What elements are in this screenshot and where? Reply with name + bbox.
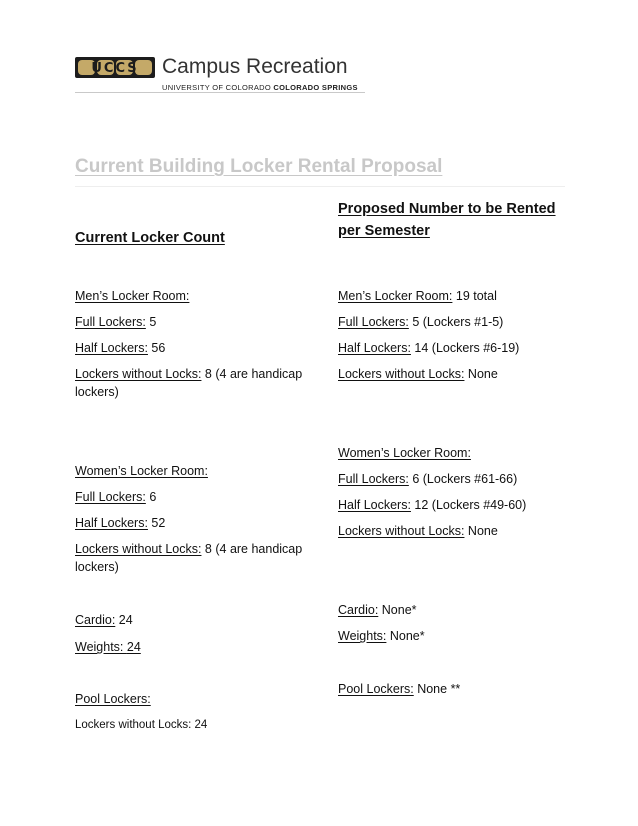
right-womens-nolock-label: Lockers without Locks: (338, 524, 465, 538)
right-womens-full (338, 470, 517, 488)
left-cardio-label: Cardio: (75, 613, 116, 627)
left-womens-half-value: 52 (147, 516, 166, 530)
right-womens-room: Women’s Locker Room: (338, 446, 471, 460)
document-title: Current Building Locker Rental Proposal (75, 156, 443, 177)
left-mens-half-label: Half Lockers: (75, 341, 148, 355)
right-weights (338, 627, 425, 645)
right-mens-half-label: Half Lockers: (338, 341, 411, 355)
left-womens-full (75, 488, 156, 506)
left-mens-full-label: Full Lockers: (75, 315, 146, 329)
org-sub-prefix: UNIVERSITY OF COLORADO (162, 83, 271, 92)
right-column-heading: Proposed Number to be Rented per Semester (338, 201, 556, 239)
right-mens-full-label: Full Lockers: (338, 315, 409, 329)
right-cardio-label: Cardio: (338, 603, 379, 617)
right-weights-value: None* (386, 629, 425, 643)
left-womens-full-value: 6 (145, 490, 157, 504)
right-mens-full-value: 5 (Lockers #1-5) (408, 315, 504, 329)
left-pool-lockers: Pool Lockers: (75, 692, 151, 706)
left-column-heading: Current Locker Count (75, 230, 225, 246)
right-pool-lockers (338, 680, 460, 698)
right-mens-full (338, 313, 503, 331)
left-pool-nolock: Lockers without Locks: 24 (75, 719, 208, 731)
left-mens-nolock-label: Lockers without Locks: (75, 367, 202, 381)
left-womens-half (75, 514, 165, 532)
left-mens-nolock-value: 8 (4 are handicap lockers) (75, 367, 303, 399)
org-subtitle (162, 83, 358, 92)
right-cardio-value: None* (378, 603, 417, 617)
left-weights-value: 24 (126, 640, 141, 654)
right-mens-half (338, 339, 519, 357)
left-cardio-value: 24 (115, 613, 133, 627)
left-cardio (75, 611, 133, 629)
org-name: Campus Recreation (162, 55, 348, 78)
right-mens-room (338, 287, 497, 305)
left-mens-nolock (75, 365, 320, 401)
right-cardio (338, 601, 417, 619)
logo-text: UCCS (91, 61, 139, 76)
right-weights-label: Weights: (338, 629, 387, 643)
org-sub-bold: COLORADO SPRINGS (273, 83, 358, 92)
left-mens-full-value: 5 (145, 315, 157, 329)
right-womens-full-label: Full Lockers: (338, 472, 409, 486)
right-womens-nolock-value: None (464, 524, 498, 538)
left-mens-room: Men’s Locker Room: (75, 289, 190, 303)
right-womens-half-label: Half Lockers: (338, 498, 411, 512)
right-mens-nolock-label: Lockers without Locks: (338, 367, 465, 381)
left-weights (75, 638, 141, 656)
right-womens-half-value: 12 (Lockers #49-60) (410, 498, 527, 512)
header-divider (75, 92, 365, 93)
right-mens-half-value: 14 (Lockers #6-19) (410, 341, 520, 355)
left-mens-half (75, 339, 165, 357)
uccs-logo (75, 57, 155, 78)
left-mens-full (75, 313, 156, 331)
right-pool-label: Pool Lockers: (338, 682, 414, 696)
left-weights-label: Weights: (75, 640, 127, 654)
title-divider (75, 186, 565, 187)
right-mens-nolock (338, 365, 498, 383)
left-womens-nolock-value: 8 (4 are handicap lockers) (75, 542, 303, 574)
right-womens-full-value: 6 (Lockers #61-66) (408, 472, 518, 486)
right-mens-room-label: Men’s Locker Room: (338, 289, 453, 303)
right-womens-nolock (338, 522, 498, 540)
left-womens-full-label: Full Lockers: (75, 490, 146, 504)
left-womens-nolock (75, 540, 320, 576)
right-mens-room-value: 19 total (452, 289, 497, 303)
left-womens-nolock-label: Lockers without Locks: (75, 542, 202, 556)
right-pool-value: None ** (413, 682, 461, 696)
left-womens-room: Women’s Locker Room: (75, 464, 208, 478)
right-mens-nolock-value: None (464, 367, 498, 381)
left-womens-half-label: Half Lockers: (75, 516, 148, 530)
left-mens-half-value: 56 (147, 341, 166, 355)
right-womens-half (338, 496, 526, 514)
